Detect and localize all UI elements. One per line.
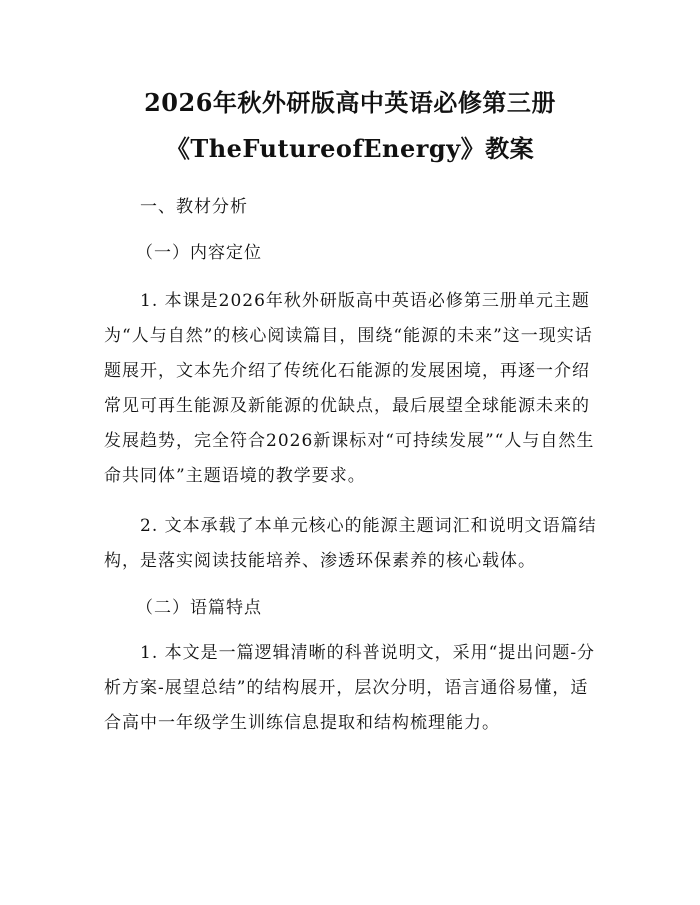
paragraph-text-features-1: 1. 本文是一篇逻辑清晰的科普说明文，采用“提出问题-分析方案-展望总结”的结构展开，层次分明，语言通俗易懂，适合高中一年级学生训练信息提取和结构梳理能力。 <box>104 643 596 733</box>
section-heading-textbook-analysis: 一、教材分析 <box>140 197 248 217</box>
subsection-heading-content-positioning: （一）内容定位 <box>136 243 262 263</box>
document-title-line1: 2026年秋外研版高中英语必修第三册 <box>144 88 556 117</box>
subsection-heading-text-features: （二）语篇特点 <box>136 598 262 618</box>
document-title-line2: 《TheFutureofEnergy》教案 <box>165 134 535 163</box>
paragraph-content-positioning-2: 2. 文本承载了本单元核心的能源主题词汇和说明文语篇结构，是落实阅读技能培养、渗透环保素养的核心载体。 <box>104 516 597 571</box>
paragraph-content-positioning-1: 1. 本课是2026年秋外研版高中英语必修第三册单元主题为“人与自然”的核心阅读篇目，围绕“能源的未来”这一现实话题展开，文本先介绍了传统化石能源的发展困境，再逐一介绍常见可再生能源及新能源的优缺点，最后展望全球能源未来的发展趋势，完全符合2026新课标对“可持续发展”“人与自然生命共同体”主题语境的教学要求。 <box>104 291 595 486</box>
